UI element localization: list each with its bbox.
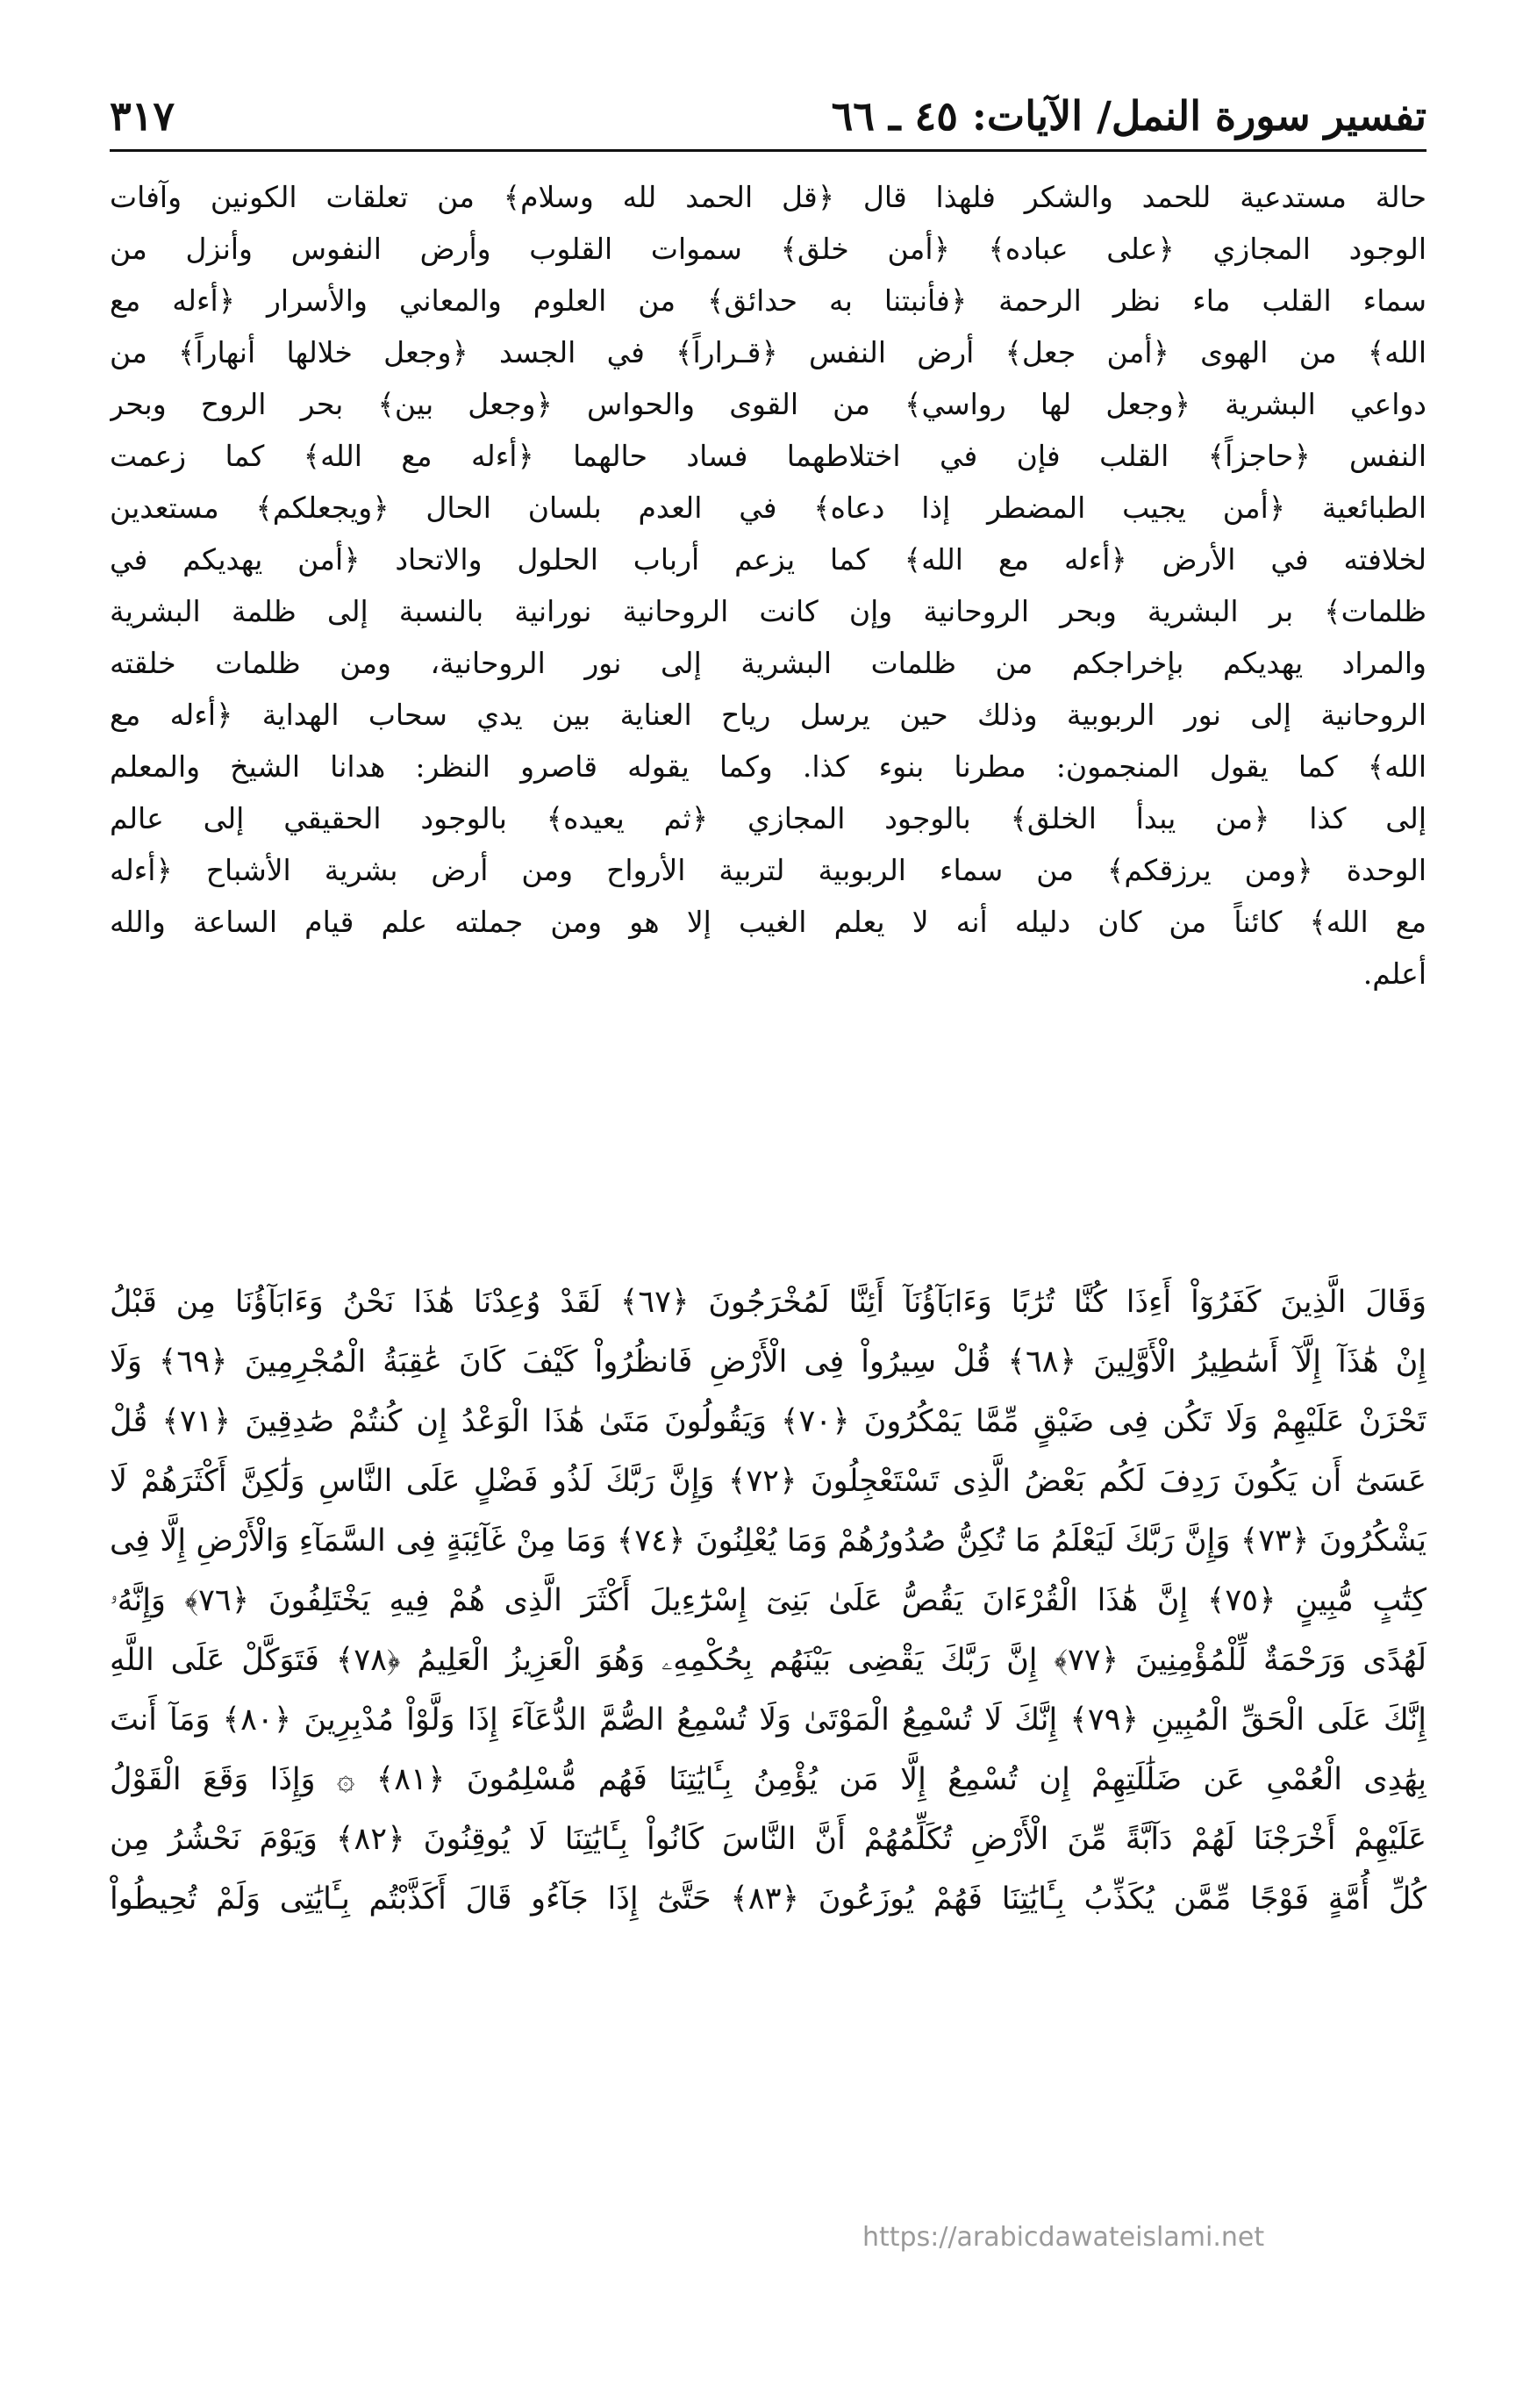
verse-line: كُلِّ أُمَّةٍ فَوْجًا مِّمَّن يُكَذِّبُ بِـَٔايَٰتِنَا فَهُمْ يُوزَعُونَ ﴿٨٣﴾ حَتَّىٰٓ إِذَا جَآءُو قَالَ أَكَذَّبْتُم بِـَٔايَٰتِى وَلَمْ تُحِيطُواْ	[110, 1881, 1426, 1917]
commentary-line: أعلم.	[1362, 957, 1426, 991]
commentary-line: لخلافته في الأرض ﴿أءله مع الله﴾ كما يزعم أرباب الحلول والاتحاد ﴿أمن يهديكم في	[110, 542, 1426, 577]
verse-line: بِهَٰدِى الْعُمْىِ عَن ضَلَٰلَتِهِمْ إِن تُسْمِعُ إِلَّا مَن يُؤْمِنُ بِـَٔايَٰتِنَا فَهُم مُّسْلِمُونَ ﴿٨١﴾ ۞ وَإِذَا وَقَعَ الْقَوْلُ	[110, 1762, 1426, 1797]
quran-verses	[110, 1272, 1426, 1929]
verse-line: إِنَّكَ عَلَى الْحَقِّ الْمُبِينِ ﴿٧٩﴾ إِنَّكَ لَا تُسْمِعُ الْمَوْتَىٰ وَلَا تُسْمِعُ الصُّمَّ الدُّعَآءَ إِذَا وَلَّوْاْ مُدْبِرِينَ ﴿٨٠﴾ وَمَآ أَنتَ	[110, 1702, 1426, 1738]
page-header	[110, 88, 1426, 152]
verse-line: وَقَالَ الَّذِينَ كَفَرُوٓاْ أَءِذَا كُنَّا تُرَٰبًا وَءَابَآؤُنَآ أَئِنَّا لَمُخْرَجُونَ ﴿٦٧﴾ لَقَدْ وُعِدْنَا هَٰذَا نَحْنُ وَءَابَآؤُنَا مِن قَبْلُ	[110, 1285, 1426, 1320]
commentary-line: دواعي البشرية ﴿وجعل لها رواسي﴾ من القوى والحواس ﴿وجعل بين﴾ بحر الروح وبحر	[110, 387, 1426, 421]
commentary-line: الوحدة ﴿ومن يرزقكم﴾ من سماء الربوبية لتربية الأرواح ومن أرض بشرية الأشباح ﴿أءله	[110, 853, 1426, 887]
commentary-text	[110, 171, 1426, 1000]
verse-line: يَشْكُرُونَ ﴿٧٣﴾ وَإِنَّ رَبَّكَ لَيَعْلَمُ مَا تُكِنُّ صُدُورُهُمْ وَمَا يُعْلِنُونَ ﴿٧٤﴾ وَمَا مِنْ غَآئِبَةٍ فِى السَّمَآءِ وَالْأَرْضِ إِلَّا فِى	[110, 1523, 1426, 1559]
watermark-url: https://arabicdawateislami.net	[862, 2222, 1265, 2253]
commentary-line: حالة مستدعية للحمد والشكر فلهذا قال ﴿قل الحمد لله وسلام﴾ من تعلقات الكونين وآفات	[110, 180, 1426, 214]
commentary-line: ظلمات﴾ بر البشرية وبحر الروحانية وإن كانت الروحانية نورانية بالنسبة إلى ظلمة البشرية	[110, 594, 1426, 628]
verse-line: إِنْ هَٰذَآ إِلَّآ أَسَٰطِيرُ الْأَوَّلِينَ ﴿٦٨﴾ قُلْ سِيرُواْ فِى الْأَرْضِ فَانظُرُواْ كَيْفَ كَانَ عَٰقِبَةُ الْمُجْرِمِينَ ﴿٦٩﴾ وَلَا	[110, 1344, 1426, 1380]
verse-line: عَسَىٰٓ أَن يَكُونَ رَدِفَ لَكُم بَعْضُ الَّذِى تَسْتَعْجِلُونَ ﴿٧٢﴾ وَإِنَّ رَبَّكَ لَذُو فَضْلٍ عَلَى النَّاسِ وَلَٰكِنَّ أَكْثَرَهُمْ لَا	[110, 1464, 1426, 1499]
commentary-line: الطبائعية ﴿أمن يجيب المضطر إذا دعاه﴾ في العدم بلسان الحال ﴿ويجعلكم﴾ مستعدين	[110, 491, 1426, 525]
verse-line: كِتَٰبٍ مُّبِينٍ ﴿٧٥﴾ إِنَّ هَٰذَا الْقُرْءَانَ يَقُصُّ عَلَىٰ بَنِىٓ إِسْرَٰٓءِيلَ أَكْثَرَ الَّذِى هُمْ فِيهِ يَخْتَلِفُونَ ﴿٧٦﴾ وَإِنَّهُۥ	[110, 1583, 1426, 1618]
commentary-line: سماء القلب ماء نظر الرحمة ﴿فأنبتنا به حدائق﴾ من العلوم والمعاني والأسرار ﴿أءله مع	[110, 283, 1426, 318]
page-number: ٣١٧	[110, 92, 175, 140]
verse-line: عَلَيْهِمْ أَخْرَجْنَا لَهُمْ دَآبَّةً مِّنَ الْأَرْضِ تُكَلِّمُهُمْ أَنَّ النَّاسَ كَانُواْ بِـَٔايَٰتِنَا لَا يُوقِنُونَ ﴿٨٢﴾ وَيَوْمَ نَحْشُرُ مِن	[110, 1822, 1426, 1857]
commentary-line: إلى كذا ﴿من يبدأ الخلق﴾ بالوجود المجازي ﴿ثم يعيده﴾ بالوجود الحقيقي إلى عالم	[110, 801, 1426, 835]
commentary-line: الله﴾ من الهوى ﴿أمن جعل﴾ أرض النفس ﴿قـراراً﴾ في الجسد ﴿وجعل خلالها أنهاراً﴾ من	[110, 335, 1426, 369]
commentary-line: النفس ﴿حاجزاً﴾ القلب فإن في اختلاطهما فساد حالهما ﴿أءله مع الله﴾ كما زعمت	[110, 439, 1426, 473]
commentary-line: الله﴾ كما يقول المنجمون: مطرنا بنوء كذا. وكما يقوله قاصرو النظر: هدانا الشيخ والمعلم	[110, 749, 1426, 784]
commentary-line: والمراد يهديكم بإخراجكم من ظلمات البشرية إلى نور الروحانية، ومن ظلمات خلقته	[110, 646, 1426, 680]
commentary-line: مع الله﴾ كائناً من كان دليله أنه لا يعلم الغيب إلا هو ومن جملته علم قيام الساعة والله	[110, 905, 1426, 939]
commentary-line: الروحانية إلى نور الربوبية وذلك حين يرسل رياح العناية بين يدي سحاب الهداية ﴿أءله مع	[110, 698, 1426, 732]
verse-line: تَحْزَنْ عَلَيْهِمْ وَلَا تَكُن فِى ضَيْقٍ مِّمَّا يَمْكُرُونَ ﴿٧٠﴾ وَيَقُولُونَ مَتَىٰ هَٰذَا الْوَعْدُ إِن كُنتُمْ صَٰدِقِينَ ﴿٧١﴾ قُلْ	[110, 1404, 1426, 1439]
commentary-line: الوجود المجازي ﴿على عباده﴾ ﴿أمن خلق﴾ سموات القلوب وأرض النفوس وأنزل من	[110, 232, 1426, 266]
verse-line: لَهُدًى وَرَحْمَةٌ لِّلْمُؤْمِنِينَ ﴿٧٧﴾ إِنَّ رَبَّكَ يَقْضِى بَيْنَهُم بِحُكْمِهِۦ وَهُوَ الْعَزِيزُ الْعَلِيمُ ﴿٧٨﴾ فَتَوَكَّلْ عَلَى اللَّهِ	[110, 1643, 1426, 1678]
running-title: تفسير سورة النمل/ الآيات: ٤٥ ـ ٦٦	[831, 92, 1426, 140]
